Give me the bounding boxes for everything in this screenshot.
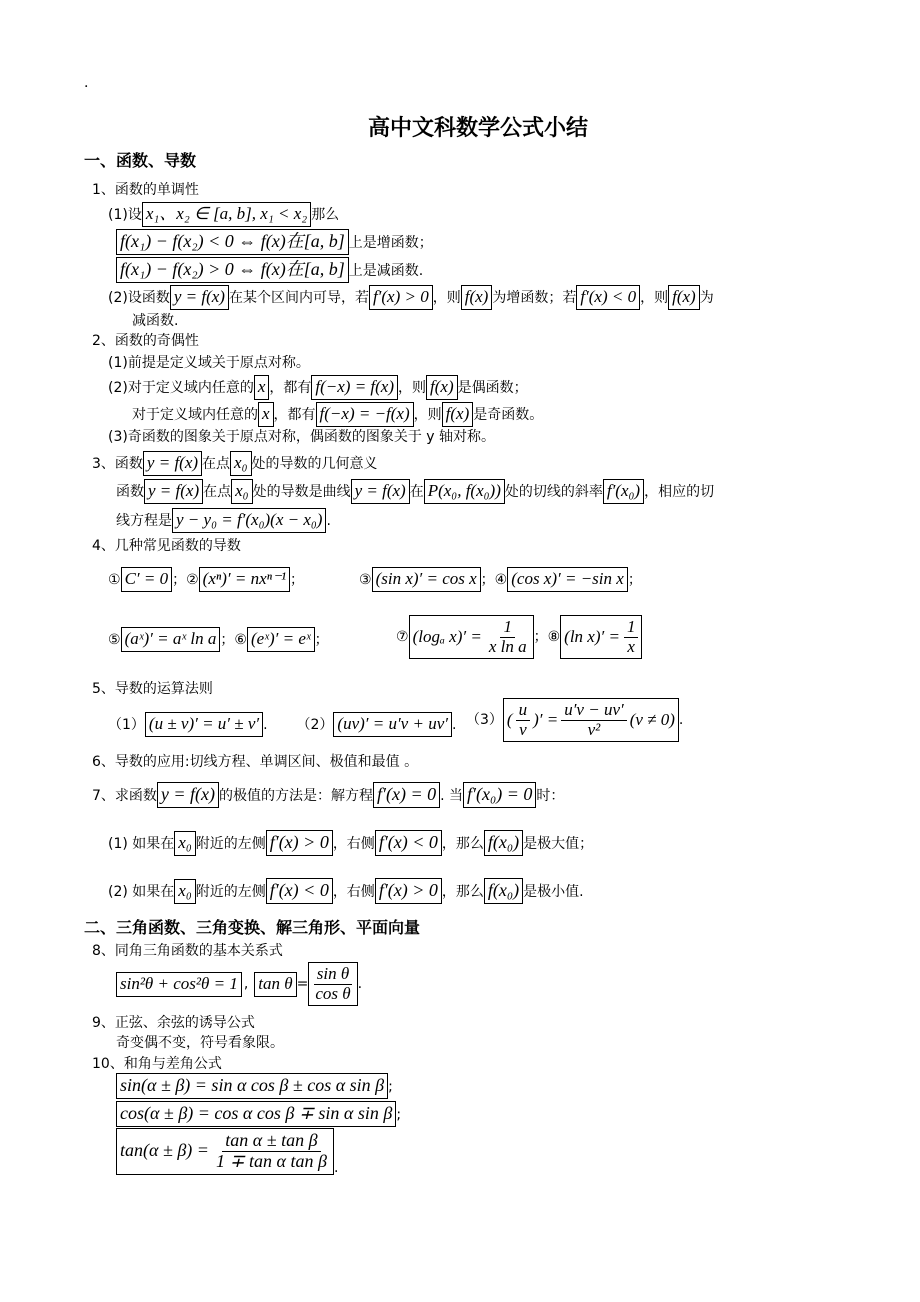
- text: 线方程是: [116, 513, 172, 529]
- text: (ln x)′ =: [564, 626, 620, 646]
- fraction: [516, 701, 531, 739]
- text: (2)对于定义域内任意的: [108, 380, 254, 396]
- item-4-heading: 4、几种常见函数的导数: [92, 538, 241, 554]
- formula-box: f(x₀): [484, 878, 523, 904]
- text: (1) 如果在: [108, 836, 175, 852]
- text: . 当: [440, 788, 464, 804]
- text: 是极小值.: [523, 884, 584, 900]
- formula-box: f(x): [426, 375, 458, 400]
- rule-row-a: [108, 712, 456, 737]
- text: ⑧: [547, 629, 561, 646]
- formula-box: tan θ: [254, 972, 296, 997]
- denominator: v: [519, 719, 527, 739]
- denominator: x ln a: [488, 636, 527, 656]
- formula-box: f(x₁) − f(x₂) < 0 ⇔ f(x)在[a, b]: [116, 229, 349, 255]
- text: ；: [627, 572, 642, 588]
- monotonic-line-2: [116, 229, 433, 255]
- text: ，则: [432, 290, 461, 306]
- text: ，则: [413, 407, 442, 423]
- denominator: x: [627, 636, 635, 656]
- formula-box: f′(x) < 0: [266, 878, 333, 904]
- text: .: [357, 976, 363, 993]
- formula-box: f′(x₀): [603, 479, 644, 504]
- section-heading-trig: 二、三角函数、三角变换、解三角形、平面向量: [84, 918, 421, 937]
- numerator: u: [516, 701, 531, 721]
- text: ，则: [398, 380, 427, 396]
- formula-box: y = f(x): [144, 479, 203, 504]
- text: 在某个区间内可导，若: [228, 290, 369, 306]
- text: tan(α ± β) =: [120, 1140, 209, 1161]
- item-9-mnemonic: 奇变偶不变，符号看象限。: [116, 1035, 284, 1051]
- formula-box: x₀: [174, 879, 195, 904]
- parity-line-4: (3)奇函数的图象关于原点对称，偶函数的图象关于 y 轴对称。: [108, 429, 496, 445]
- formula-box: f′(x) < 0: [375, 830, 442, 856]
- text: ⑤: [108, 632, 121, 648]
- fraction: [213, 1131, 330, 1172]
- parity-line-1: (1)前提是定义域关于原点对称。: [108, 355, 310, 371]
- formula-box: y − y₀ = f′(x₀)(x − x₀): [172, 508, 326, 533]
- formula-box: f(x): [442, 402, 474, 427]
- numerator: 1: [624, 618, 639, 638]
- monotonic-line-1: [108, 202, 339, 227]
- formula-box: f(x): [668, 285, 700, 310]
- fraction: [486, 618, 530, 656]
- text: .: [333, 1159, 339, 1176]
- sum-formula-tan: [116, 1128, 338, 1175]
- text: (logₐ x)′ =: [412, 626, 482, 646]
- text: (2)设函数: [108, 290, 170, 306]
- text: 那么: [311, 207, 340, 223]
- rule-row-b: [466, 698, 683, 742]
- text: ；: [290, 572, 305, 588]
- derivative-row-1b: [359, 567, 642, 592]
- text: 的极值的方法是：解方程: [219, 788, 374, 804]
- monotonic-line-3: [116, 257, 423, 283]
- text: ，那么: [441, 836, 484, 852]
- formula-box: (xⁿ)′ = nxⁿ⁻¹: [199, 567, 290, 592]
- formula-box: (aˣ)′ = aˣ ln a: [121, 627, 221, 652]
- condition: (v ≠ 0): [629, 709, 675, 729]
- text: 3、函数: [92, 456, 143, 472]
- text: 处的导数的几何意义: [251, 456, 378, 472]
- formula-box: x₀: [174, 831, 195, 856]
- text: 为增函数；若: [492, 290, 577, 306]
- text: ；: [533, 629, 548, 646]
- formula-box: f(−x) = −f(x): [316, 402, 414, 427]
- text: 是偶函数；: [457, 380, 528, 396]
- formula-box: sin²θ + cos²θ = 1: [116, 972, 242, 997]
- formula-box: sin(α ± β) = sin α cos β ± cos α sin β: [116, 1073, 388, 1099]
- text: .: [678, 712, 684, 729]
- fraction: [561, 701, 627, 739]
- formula-box: [560, 615, 642, 659]
- formula-box: f(−x) = f(x): [311, 375, 398, 400]
- text: ，都有: [273, 407, 316, 423]
- text: (1)设: [108, 207, 142, 223]
- text: ；: [172, 572, 187, 588]
- extremum-line-2: [108, 878, 584, 904]
- text: ，则: [640, 290, 669, 306]
- formula-box: f(x₁) − f(x₂) > 0 ⇔ f(x)在[a, b]: [116, 257, 349, 283]
- text: 在: [409, 484, 424, 500]
- formula-box: x: [254, 375, 270, 400]
- text: 是奇函数。: [473, 407, 544, 423]
- sum-formula-cos: [116, 1101, 401, 1127]
- text: .: [451, 717, 457, 733]
- text: 时：: [536, 788, 565, 804]
- formula-box: x: [258, 402, 274, 427]
- denominator: v²: [587, 719, 601, 739]
- formula-box: f′(x) > 0: [369, 285, 433, 310]
- text: 处的切线的斜率: [504, 484, 603, 500]
- text: 对于定义域内任意的: [132, 407, 258, 423]
- text: （2）: [296, 717, 334, 733]
- text: 上是增函数；: [348, 235, 433, 251]
- formula-box: (sin x)′ = cos x: [372, 567, 481, 592]
- item-6-heading: 6、导数的应用:切线方程、单调区间、极值和最值 。: [92, 754, 419, 770]
- item-7-heading: [92, 782, 564, 808]
- parity-line-2: [108, 375, 528, 400]
- item-1-heading: 1、函数的单调性: [92, 182, 199, 198]
- formula-box: f(x): [461, 285, 493, 310]
- item-2-heading: 2、函数的奇偶性: [92, 333, 199, 349]
- text: ；: [220, 632, 235, 648]
- text: ①: [108, 572, 121, 588]
- extremum-line-1: [108, 830, 593, 856]
- page-title: 高中文科数学公式小结: [368, 116, 589, 141]
- text: ⑦: [396, 629, 409, 646]
- text: 处的导数是曲线: [252, 484, 351, 500]
- derivative-row-2a: [108, 627, 329, 652]
- denominator: cos θ: [315, 983, 351, 1003]
- formula-box: [116, 1128, 334, 1175]
- formula-box: y = f(x): [351, 479, 410, 504]
- monotonic-line-5: 减函数.: [132, 313, 179, 329]
- parity-line-3: [132, 402, 543, 427]
- text: 在点: [202, 456, 231, 472]
- formula-box: C′ = 0: [121, 567, 173, 592]
- text: 附近的左侧: [195, 836, 266, 852]
- derivative-row-2b: [396, 615, 642, 659]
- formula-box: f′(x) < 0: [576, 285, 640, 310]
- formula-box: f′(x) > 0: [266, 830, 333, 856]
- text: （3）: [466, 712, 503, 729]
- text: 7、求函数: [92, 788, 157, 804]
- text: ，右侧: [332, 884, 375, 900]
- fraction: [312, 965, 353, 1003]
- text: 上是减函数.: [348, 263, 424, 279]
- item-10-heading: 10、和角与差角公式: [92, 1056, 222, 1072]
- monotonic-line-4: [108, 285, 714, 310]
- text: 是极大值；: [523, 836, 594, 852]
- formula-box: y = f(x): [170, 285, 229, 310]
- text: ;: [396, 1107, 402, 1123]
- text: 函数: [116, 484, 144, 500]
- formula-box: P(x₀, f(x₀)): [424, 479, 505, 504]
- item-3-heading: [92, 451, 378, 476]
- top-mark: ·: [84, 79, 89, 95]
- numerator: 1: [500, 618, 515, 638]
- text: ③: [359, 572, 372, 588]
- formula-box: (u ± v)′ = u′ ± v′: [145, 712, 263, 737]
- formula-box: f′(x) > 0: [375, 878, 442, 904]
- formula-box: (cos x)′ = −sin x: [507, 567, 628, 592]
- text: ，那么: [441, 884, 484, 900]
- text: ,: [243, 976, 249, 993]
- formula-box: y = f(x): [157, 782, 219, 808]
- text: =: [296, 976, 309, 993]
- formula-box: (eˣ)′ = eˣ: [247, 627, 315, 652]
- denominator: 1 ∓ tan α tan β: [215, 1150, 327, 1171]
- text: （1）: [108, 717, 145, 733]
- text: ；: [314, 632, 329, 648]
- text: ②: [186, 572, 199, 588]
- section-heading-functions: 一、函数、导数: [84, 151, 197, 170]
- text: ;: [388, 1079, 393, 1095]
- formula-box: x₀: [230, 451, 251, 476]
- formula-box: [308, 962, 357, 1006]
- item-8-heading: 8、同角三角函数的基本关系式: [92, 943, 283, 959]
- text: .: [263, 717, 268, 733]
- trig-identity-row: [116, 962, 362, 1006]
- derivative-row-1a: [108, 567, 304, 592]
- text: .: [326, 513, 331, 529]
- formula-box: ( $\frac{u}{v}$ )′ = $\frac{u'v - uv'}{\text{v²}}$ (v ≠ 0): [503, 698, 679, 742]
- formula-box: [409, 615, 534, 659]
- sum-formula-sin: [116, 1073, 393, 1099]
- text: ⑥: [234, 632, 247, 648]
- text: ，都有: [269, 380, 312, 396]
- formula-box: y = f(x): [143, 451, 202, 476]
- numerator: tan α ± tan β: [222, 1131, 320, 1152]
- text: ④: [494, 572, 508, 588]
- formula-box: f(x₀): [484, 830, 523, 856]
- fraction: [624, 618, 639, 656]
- text: 在点: [203, 484, 232, 500]
- formula-box: f′(x₀) = 0: [463, 782, 536, 808]
- formula-box: x₀: [231, 479, 252, 504]
- text: (2) 如果在: [108, 884, 175, 900]
- item-9-heading: 9、正弦、余弦的诱导公式: [92, 1015, 255, 1031]
- formula-box: f′(x) = 0: [373, 782, 440, 808]
- formula-box: (uv)′ = u′v + uv′: [333, 712, 452, 737]
- text: ，右侧: [332, 836, 375, 852]
- text: 为: [699, 290, 714, 306]
- formula-box: cos(α ± β) = cos α cos β ∓ sin α sin β: [116, 1101, 396, 1127]
- text: ，相应的切: [644, 484, 715, 500]
- geometry-line-1: [116, 479, 714, 504]
- text: ；: [480, 572, 495, 588]
- geometry-line-2: [116, 508, 331, 533]
- item-5-heading: 5、导数的运算法则: [92, 681, 213, 697]
- numerator: sin θ: [314, 965, 352, 985]
- text: 附近的左侧: [195, 884, 266, 900]
- numerator: u′v − uv′: [561, 701, 627, 721]
- formula-box: x₁、x₂ ∈ [a, b], x₁ < x₂: [142, 202, 311, 227]
